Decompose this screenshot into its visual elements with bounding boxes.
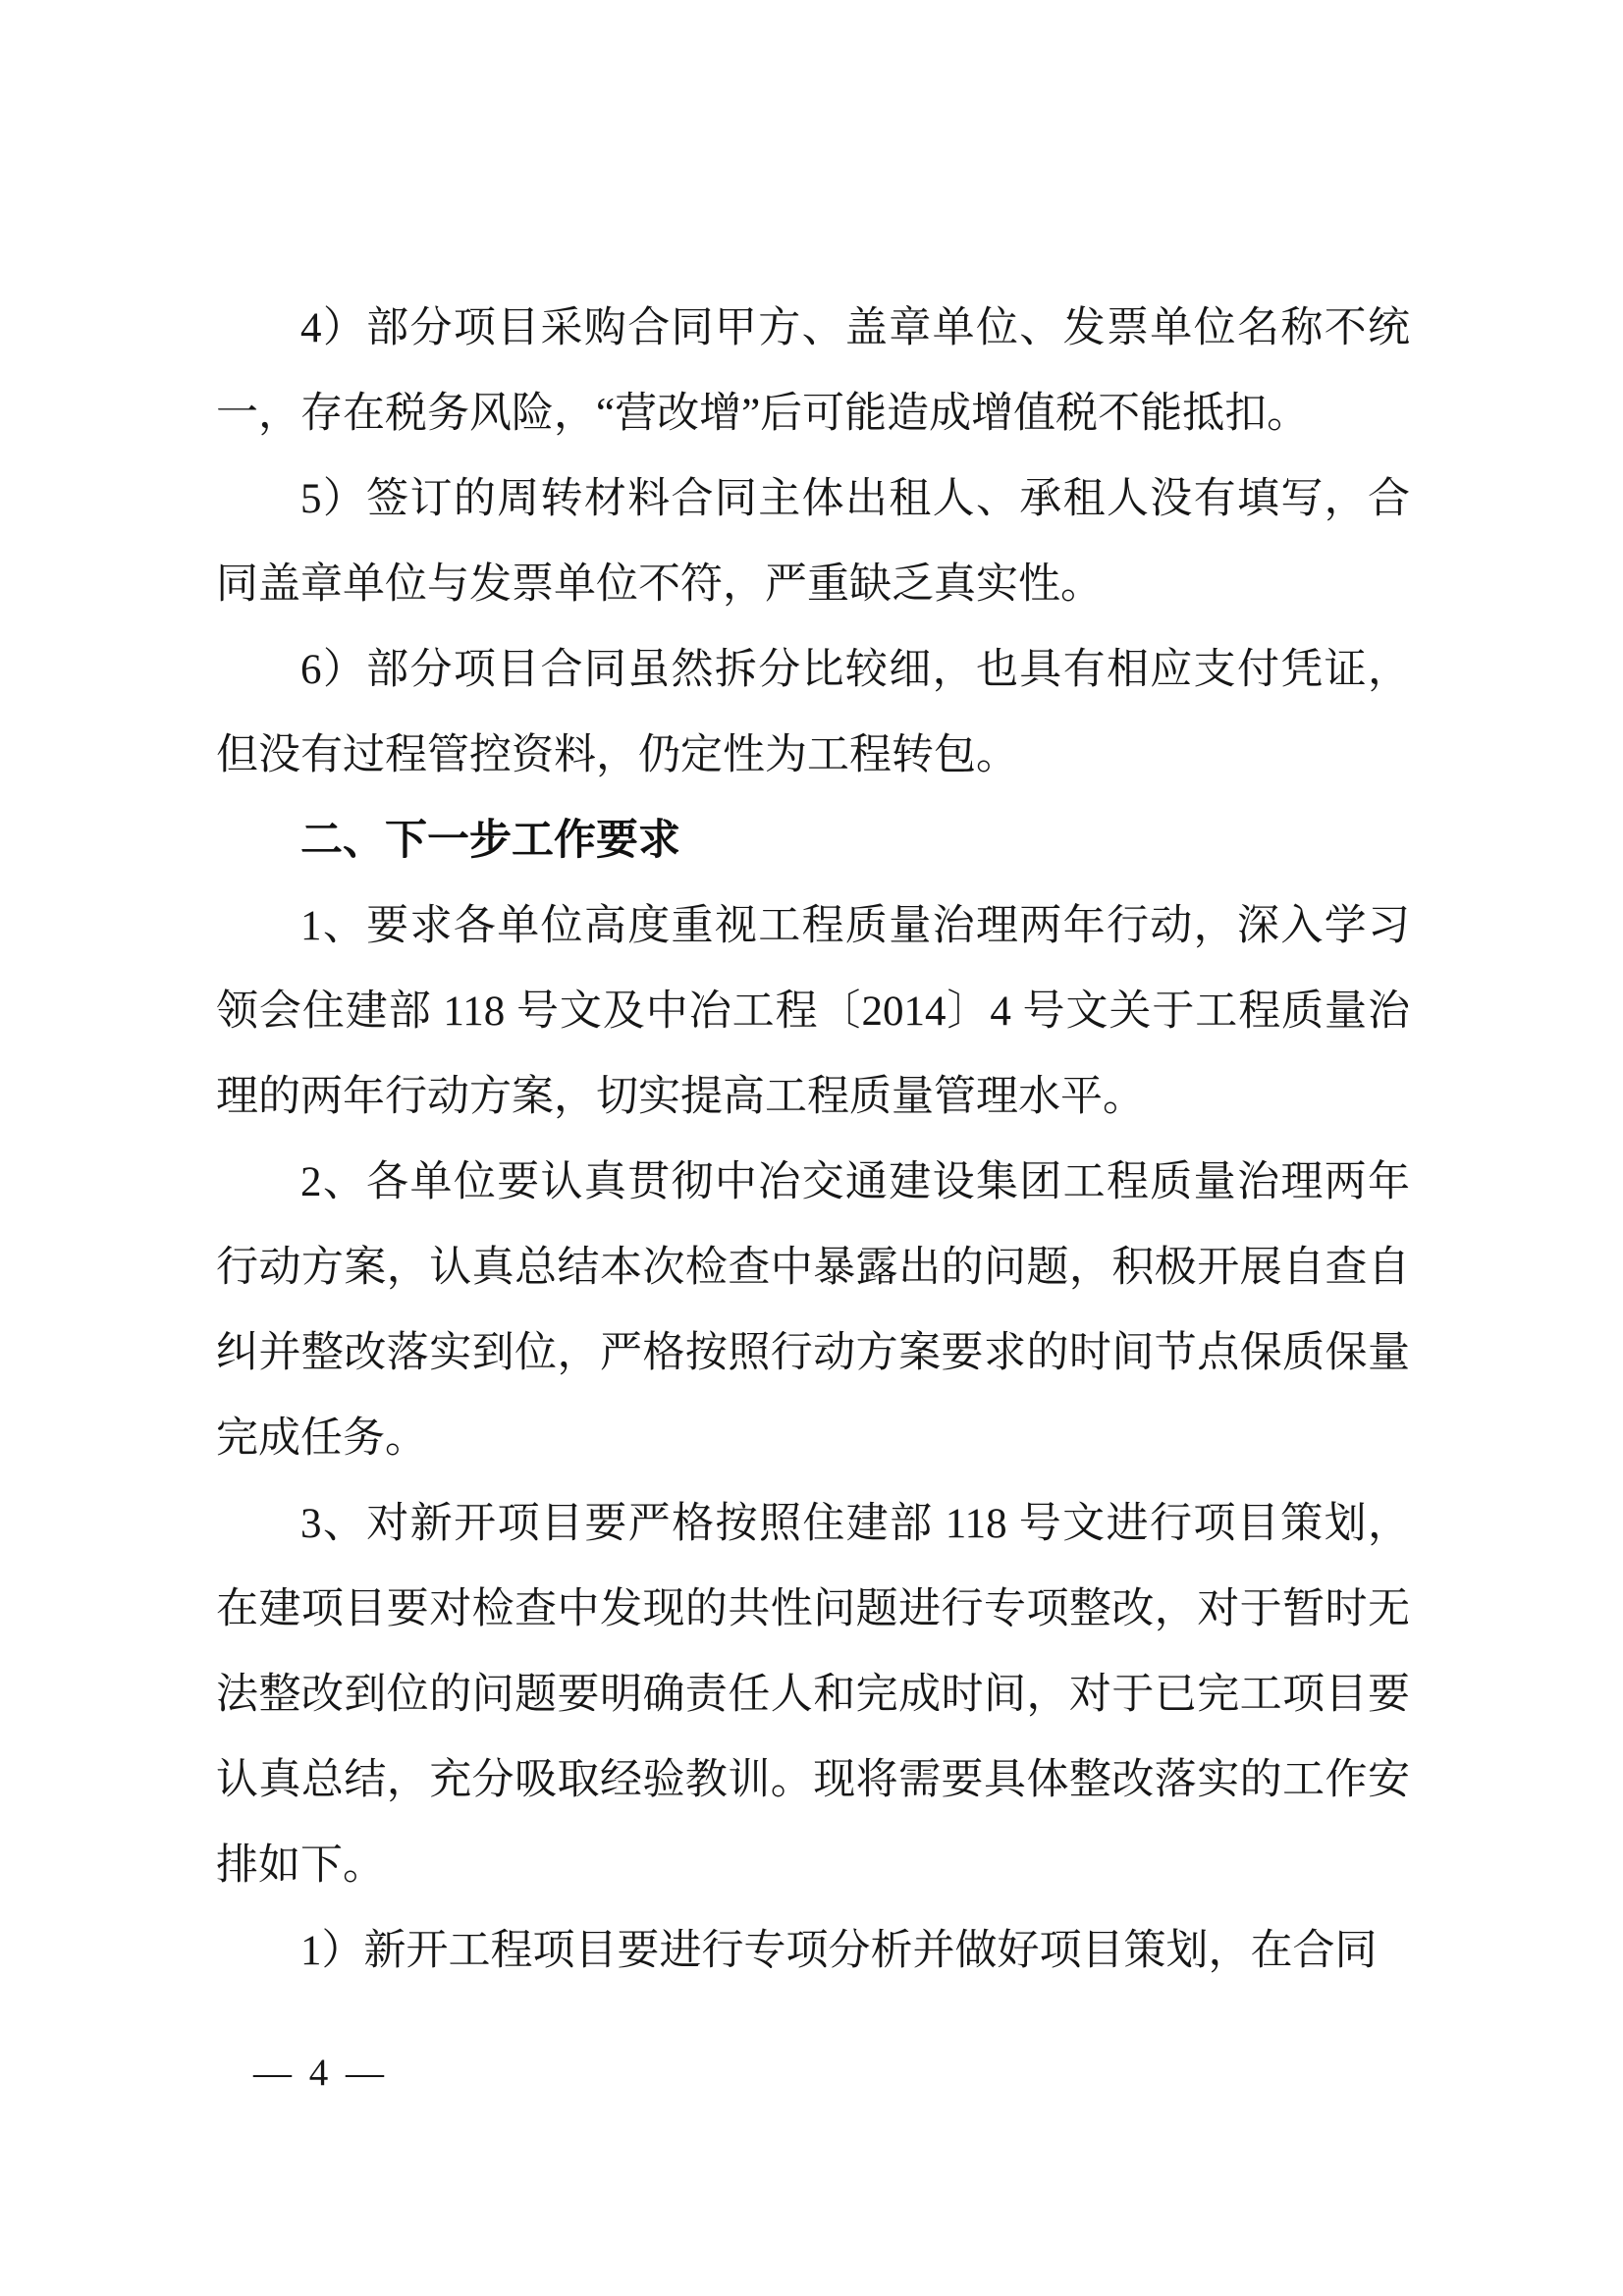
section-heading-next-step-requirements: 二、下一步工作要求	[300, 817, 680, 864]
document-body	[216, 286, 1410, 1994]
paragraph-arrangement-1: 1）新开工程项目要进行专项分析并做好项目策划，在合同	[300, 1928, 1378, 1974]
paragraph-finding-5: 5）签订的周转材料合同主体出租人、承租人没有填写，合同盖章单位与发票单位不符，严重缺乏真实性。	[216, 476, 1410, 608]
paragraph-finding-6: 6）部分项目合同虽然拆分比较细，也具有相应支付凭证，但没有过程管控资料，仍定性为工程转包。	[216, 647, 1410, 778]
paragraph-requirement-2: 2、各单位要认真贯彻中冶交通建设集团工程质量治理两年行动方案，认真总结本次检查中暴露出的问题，积极开展自查自纠并整改落实到位，严格按照行动方案要求的时间节点保质保量完成任务。	[216, 1159, 1410, 1462]
paragraph-requirement-1: 1、要求各单位高度重视工程质量治理两年行动，深入学习领会住建部 118 号文及中冶工程〔2014〕4 号文关于工程质量治理的两年行动方案，切实提高工程质量管理水平。	[216, 903, 1410, 1120]
page-number: — 4 —	[253, 2052, 388, 2094]
paragraph-finding-4: 4）部分项目采购合同甲方、盖章单位、发票单位名称不统一，存在税务风险，“营改增”后可能造成增值税不能抵扣。	[216, 305, 1410, 437]
paragraph-requirement-3: 3、对新开项目要严格按照住建部 118 号文进行项目策划，在建项目要对检查中发现的共性问题进行专项整改，对于暂时无法整改到位的问题要明确责任人和完成时间，对于已完工项目要认真总结，充分吸取经验教训。现将需要具体整改落实的工作安排如下。	[216, 1501, 1410, 1889]
